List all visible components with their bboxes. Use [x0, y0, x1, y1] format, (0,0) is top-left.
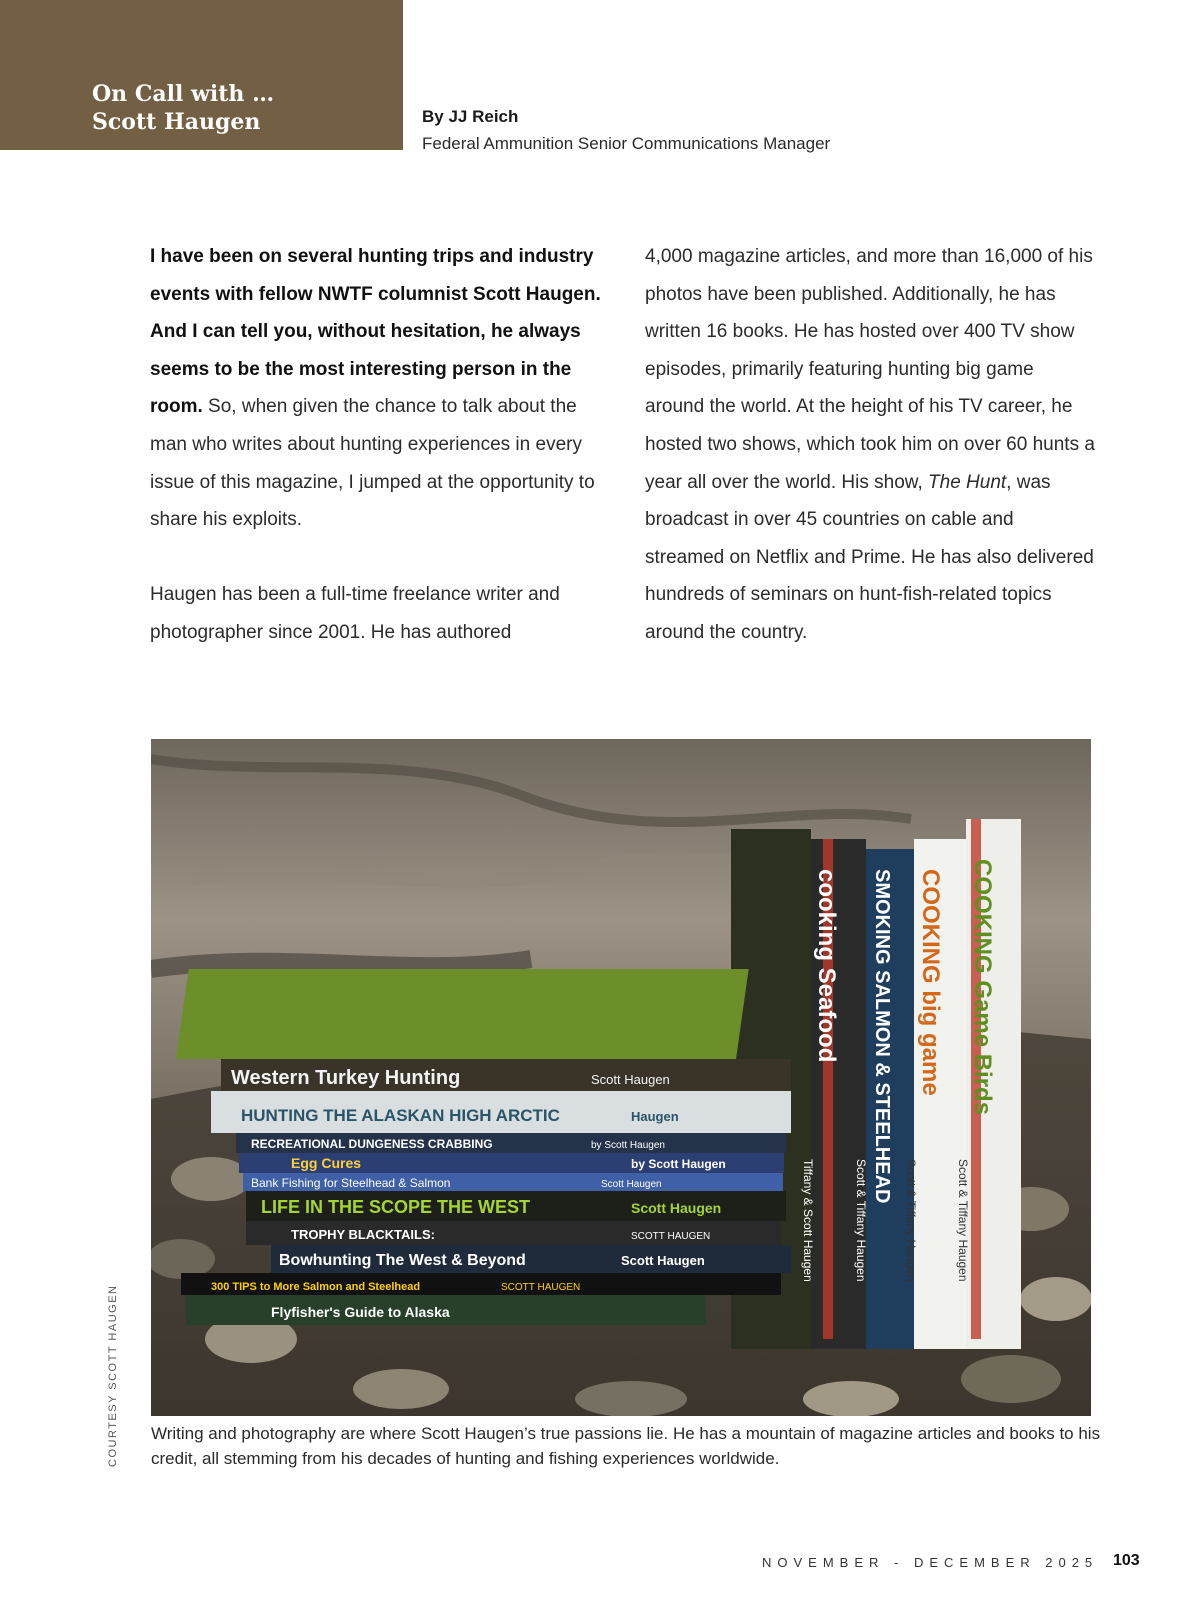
- lead-bold-text: I have been on several hunting trips and industry events with fellow NWTF columnist Scott Haugen. And I can tell you, without hesitation, he always seems to be the most interesting person in the room.: [150, 246, 601, 418]
- stack-author-1: Scott Haugen: [591, 1072, 670, 1087]
- stack-author-2: Haugen: [631, 1109, 679, 1124]
- upright-author-4: Scott & Tiffany Haugen: [956, 1159, 970, 1282]
- paragraph-2: Haugen has been a full-time freelance writer and photographer since 2001. He has authored: [150, 584, 560, 643]
- photo-caption: Writing and photography are where Scott Haugen’s true passions lie. He has a mountain of magazine articles and books to his credit, all stemming from his decades of hunting and fishing experiences worldwide.: [151, 1424, 1101, 1468]
- column-title-line2: Scott Haugen: [92, 109, 261, 135]
- stack-title-9: 300 TIPS to More Salmon and Steelhead: [211, 1281, 421, 1293]
- stack-title-2: HUNTING THE ALASKAN HIGH ARCTIC: [241, 1106, 560, 1125]
- column-title-line1: On Call with …: [92, 81, 275, 107]
- upright-title-2: SMOKING SALMON & STEELHEAD: [871, 869, 893, 1204]
- byline: [422, 106, 830, 155]
- stack-title-3: RECREATIONAL DUNGENESS CRABBING: [251, 1137, 493, 1151]
- stack-author-9: SCOTT HAUGEN: [501, 1282, 581, 1293]
- stack-title-8: Bowhunting The West & Beyond: [279, 1252, 526, 1269]
- column-title: [92, 80, 392, 136]
- lead-paragraph: [150, 238, 602, 539]
- stack-author-7: SCOTT HAUGEN: [631, 1231, 711, 1242]
- upright-author-2: Scott & Tiffany Haugen: [854, 1159, 868, 1282]
- stack-author-3: by Scott Haugen: [591, 1140, 665, 1151]
- stack-title-7: TROPHY BLACKTAILS:: [291, 1227, 435, 1242]
- article-column-right: [645, 238, 1095, 652]
- byline-role: Federal Ammunition Senior Communications Manager: [422, 134, 831, 153]
- stack-author-5: Scott Haugen: [601, 1179, 662, 1190]
- upright-title-1: cooking Seafood: [813, 869, 840, 1063]
- show-title: The Hunt: [928, 471, 1007, 493]
- stack-title-1: Western Turkey Hunting: [231, 1067, 461, 1089]
- photo-credit: COURTESY SCOTT HAUGEN: [107, 1284, 119, 1467]
- books-photo: [151, 739, 1091, 1416]
- upright-title-4: COOKING Game Birds: [969, 859, 996, 1116]
- stack-title-5: Bank Fishing for Steelhead & Salmon: [251, 1176, 451, 1190]
- stack-author-8: Scott Haugen: [621, 1253, 705, 1268]
- issue-date: NOVEMBER - DECEMBER 2025: [762, 1555, 1099, 1570]
- stack-author-4: by Scott Haugen: [631, 1157, 726, 1171]
- lead-rest-text: So, when given the chance to talk about the man who writes about hunting experiences in every issue of this magazine, I jumped at the opportunity to share his exploits.: [150, 396, 595, 531]
- col2-text-2: , was broadcast in over 45 countries on cable and streamed on Netflix and Prime. He has also delivered hundreds of seminars on hunt-fish-related topics around the country.: [645, 471, 1094, 643]
- paragraph-2-continued: [645, 238, 1095, 652]
- article-column-left: [150, 238, 602, 652]
- stack-title-10: Flyfisher's Guide to Alaska: [271, 1304, 450, 1320]
- page-number: 103: [1113, 1552, 1140, 1569]
- upright-author-1: Tiffany & Scott Haugen: [801, 1159, 815, 1282]
- upright-author-3: Scott & Tiffany Haugen: [904, 1159, 918, 1282]
- col2-text-1: 4,000 magazine articles, and more than 16,000 of his photos have been published. Additionally, he has written 16 books. He has hosted over 400 TV show episodes, primarily featuring hunting big game around the world. At the height of his TV career, he hosted two shows, which took him on over 60 hunts a year all over the world. His show,: [645, 246, 1095, 493]
- stack-title-4: Egg Cures: [291, 1155, 362, 1171]
- upright-title-3: COOKING big game: [917, 869, 944, 1096]
- stack-author-6: Scott Haugen: [631, 1200, 722, 1216]
- stack-title-6: LIFE IN THE SCOPE THE WEST: [261, 1197, 531, 1217]
- byline-author: By JJ Reich: [422, 107, 519, 126]
